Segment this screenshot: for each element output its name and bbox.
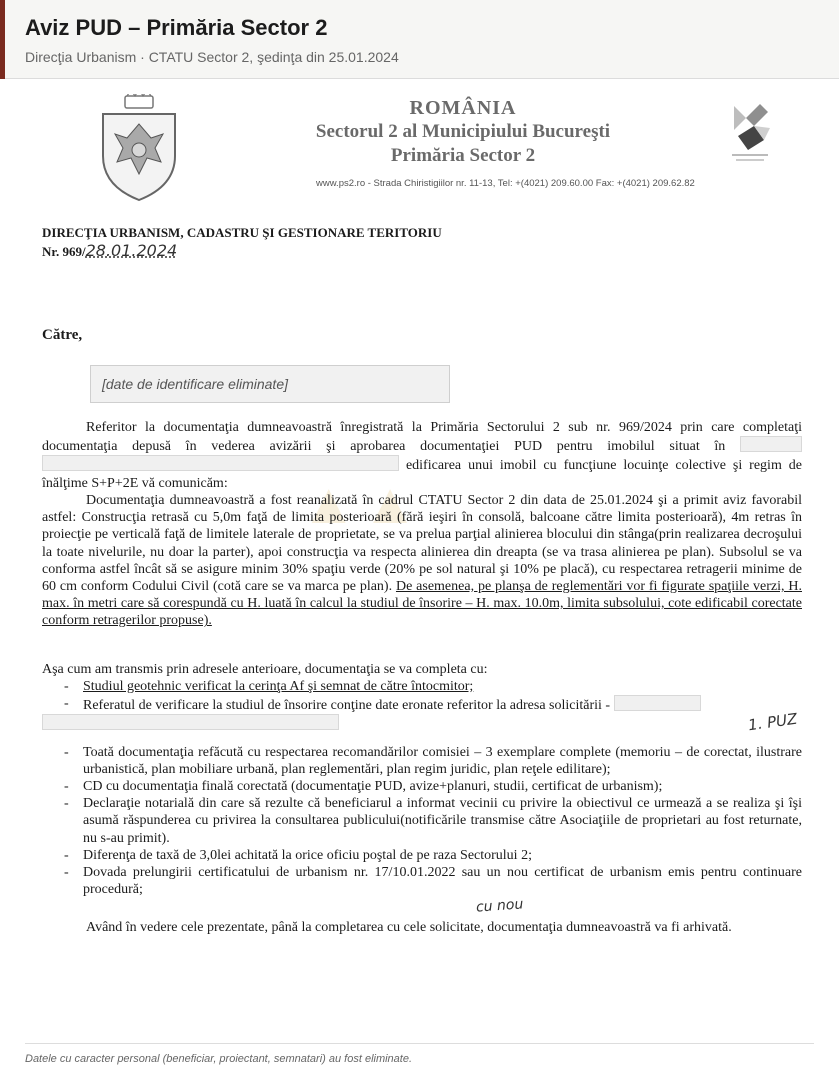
recipient-heading: Către, bbox=[42, 327, 83, 343]
list-item: - Toată documentaţia refăcută cu respectarea recomandărilor comisiei – 3 exemplare complete (memoriu – de corectat, ilustrare urbanistică, plan mobiliare urbană, plan reglementări, plan regim juridic, plan reţele edilitare); bbox=[42, 744, 802, 778]
redacted-address bbox=[42, 455, 399, 471]
list-item: - Declaraţie notarială din care să rezulte că beneficiarul a informat vecinii cu privire la obiectivul ce urmează a se realiza şi îşi asumă răspunderea cu privirea la consultarea publicului(notificările transmise către Asociaţiile de proprietari au fost returnate, nu s-au primit). bbox=[42, 795, 802, 847]
required-documents-list bbox=[42, 678, 802, 898]
redacted-recipient bbox=[90, 365, 450, 403]
sector-logo-icon bbox=[724, 96, 776, 168]
list-item: - Referatul de verificare la studiul de însorire conţine date eronate referitor la adresa solicitării - bbox=[42, 695, 802, 733]
paragraph-committee-decision: Documentaţia dumneavoastră a fost reanalizată în cadrul CTATU Sector 2 din data de 25.01.2024 şi a primit aviz favorabil astfel: Construcţia retrasă cu 5,0m faţă de limita posterioară (fără ieşiri în consolă, balcoane către limita posterioară), 4m retras în proiecţie pe verticală faţă de limitele laterale de proprietate, se va prelua parţial alinierea blocului din stânga(prin realizarea decroşului la toate nivelurile, nu doar la parter), apoi construcţia va respecta alinierea din dreapta (se va trasa alinierea pe plan). Subsolul se va conforma astfel încât să se asigure minim 30% spaţiu verde (20% pe sol natural şi 10% pe placă), cu respectarea retragerii minime de 60 cm conform Codului Civil (cotă care se va marca pe plan). De asemenea, pe planşa de reglementări vor fi figurate spaţiile verzi, H. max. în metri care să corespundă cu H. luată în calcul la studiul de însorire – H. max. 10.0m, limita subsolului, cote edificabil corectate conform retragerilor propuse). bbox=[42, 493, 802, 629]
coat-of-arms-icon bbox=[97, 94, 181, 202]
watermark-icon: ▲▲ bbox=[300, 471, 423, 536]
handwritten-note: cu nou bbox=[475, 896, 524, 916]
list-item: - Diferenţa de taxă de 3,0lei achitată la orice oficiu poştal de pe raza Sectorului 2; bbox=[42, 847, 802, 864]
list-item: - Dovada prelungirii certificatului de urbanism nr. 17/10.01.2022 sau un nou certificat de urbanism emis pentru continuare procedură; bbox=[42, 864, 802, 898]
document-header bbox=[0, 0, 839, 79]
letterhead-sector: Sectorul 2 al Municipiului Bucureşti bbox=[315, 121, 611, 142]
list-item: - CD cu documentaţia finală corectată (documentaţie PUD, avize+planuri, studii, certificat de urbanism); bbox=[42, 778, 802, 795]
page-subtitle: Direcţia Urbanism · CTATU Sector 2, şedinţa din 25.01.2024 bbox=[25, 49, 399, 65]
letterhead-institution: Primăria Sector 2 bbox=[390, 145, 536, 166]
regulations-requirement: De asemenea, pe planşa de reglementări vor fi figurate spaţiile verzi, H. max. în metri care să corespundă cu H. luată în calcul la studiul de însorire – H. max. 10.0m, limita subsolului, cote edificabil corectate conform retragerilor propuse). bbox=[42, 579, 802, 629]
redacted-address bbox=[614, 695, 701, 711]
registration-number bbox=[42, 241, 177, 260]
paragraph-completion-intro: Aşa cum am transmis prin adresele anterioare, documentaţia se va completa cu: bbox=[42, 662, 488, 677]
redacted-address bbox=[42, 714, 339, 730]
page-title: Aviz PUD – Primăria Sector 2 bbox=[25, 15, 328, 40]
paragraph-conclusion: Având în vedere cele prezentate, până la completarea cu cele solicitate, documentaţia dumneavoastră va fi arhivată. bbox=[86, 920, 732, 935]
letterhead-country: ROMÂNIA bbox=[409, 97, 517, 119]
list-item: - Studiul geotehnic verificat la cerinţa Af şi semnat de către întocmitor; bbox=[42, 678, 802, 695]
accent-bar bbox=[0, 0, 5, 79]
footer-divider bbox=[25, 1043, 814, 1044]
department-name: DIRECŢIA URBANISM, CADASTRU ŞI GESTIONARE TERITORIU bbox=[42, 225, 442, 240]
handwritten-note: 1. PUZ bbox=[746, 709, 799, 735]
redaction-label: [date de identificare eliminate] bbox=[102, 376, 288, 392]
redacted-address bbox=[740, 436, 802, 452]
registration-label: Nr. 969/ bbox=[42, 244, 86, 259]
privacy-note: Datele cu caracter personal (beneficiar, proiectant, semnatari) au fost eliminate. bbox=[25, 1053, 413, 1065]
paragraph-intro: Referitor la documentaţia dumneavoastră înregistrată la Primăria Sectorului 2 sub nr. 969/2024 prin care completaţi documentaţia depusă în vederea avizării şi aprobarea documentaţiei PUD pentru imobilul situat în edificarea unui imobil cu funcţiune locuinţe colective şi regim de înălţime S+P+2E vă comunicăm: bbox=[42, 420, 802, 491]
scanned-letter bbox=[0, 80, 839, 1040]
letterhead-contact: www.ps2.ro - Strada Chiristigiilor nr. 11-13, Tel: +(4021) 209.60.00 Fax: +(4021) 209.62.82 bbox=[316, 178, 695, 189]
registration-date: 28.01.2024 bbox=[85, 241, 178, 260]
